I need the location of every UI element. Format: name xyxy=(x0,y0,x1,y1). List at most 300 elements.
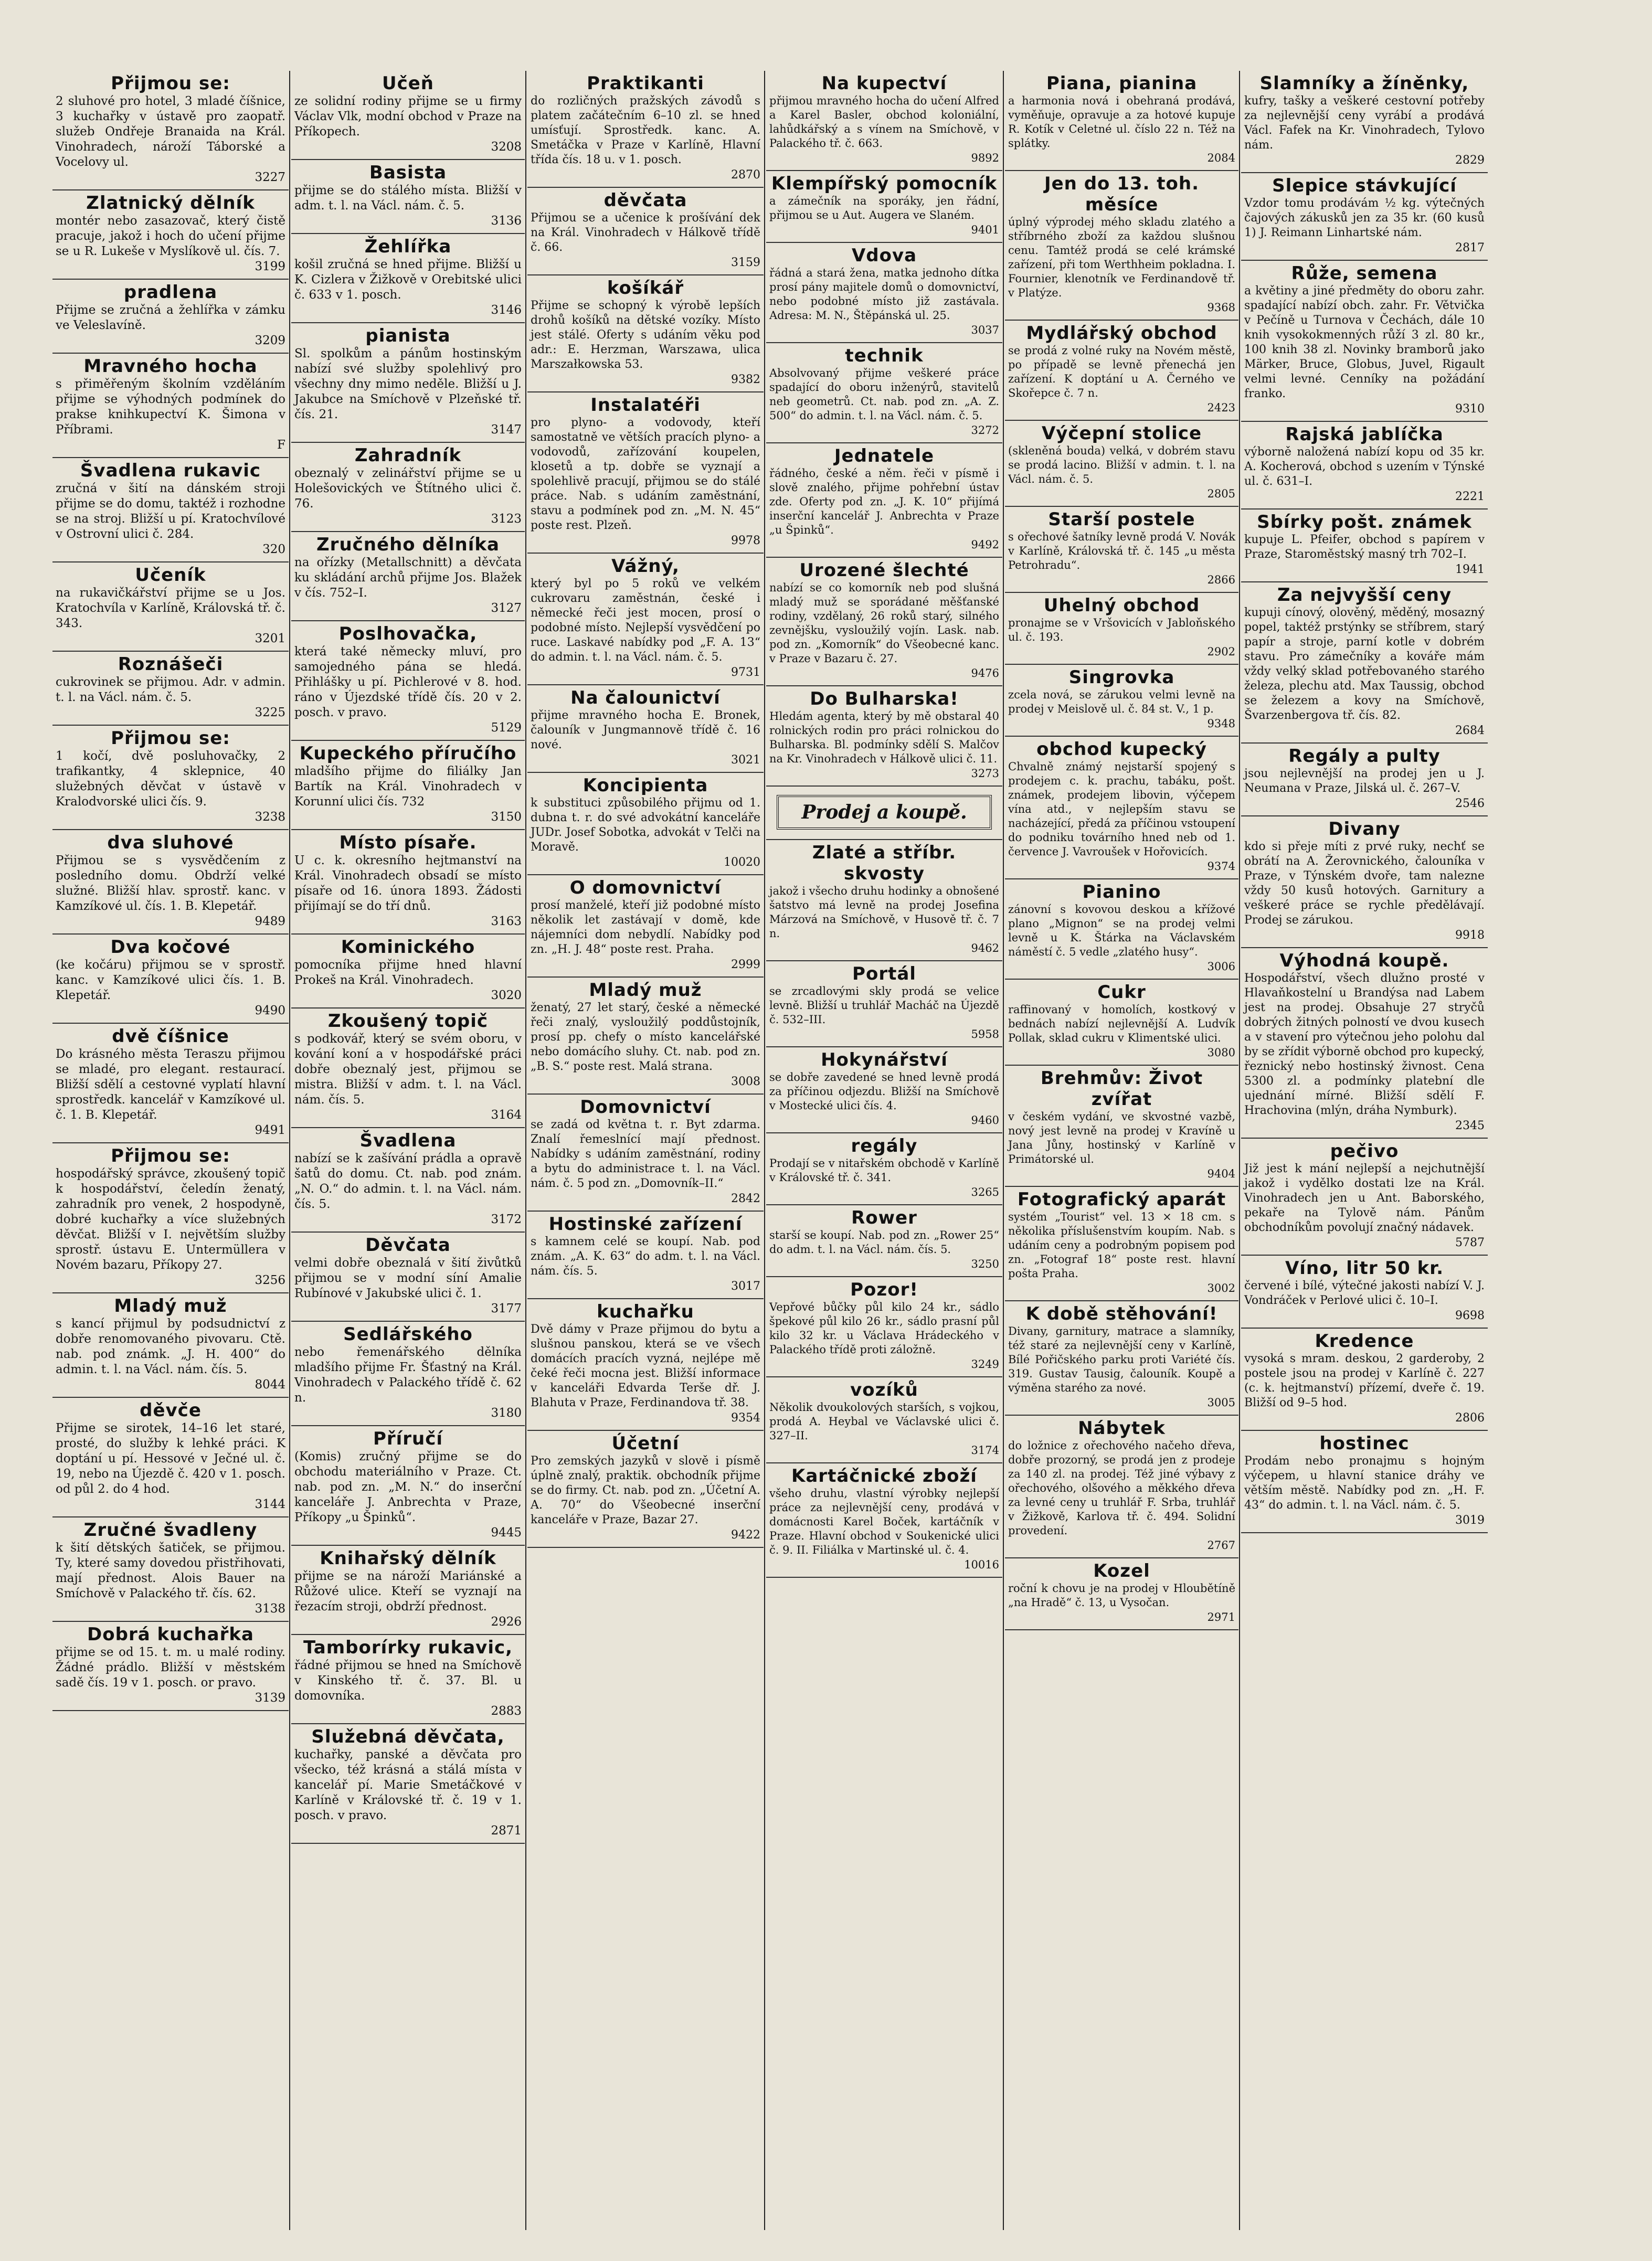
ad-text: kuchařky, panské a děvčata pro všecko, též krásná a stálá místa v kancelář pí. Marie Smetáčkové v Karlíně v Královské tř. č. 19 v 1. posch. v pravo. xyxy=(294,1748,522,1822)
ad-text: košil zručná se hned přijme. Bližší u K. Cizlera v Žižkově v Orebitské ulici č. 633 v 1. posch. xyxy=(294,258,522,302)
classified-ad xyxy=(766,686,1002,787)
column-rule xyxy=(1003,71,1004,2230)
ad-code: 3005 xyxy=(1207,1396,1235,1409)
classified-ad xyxy=(766,1205,1002,1277)
column-rule xyxy=(525,71,526,2230)
classified-ad xyxy=(527,978,764,1095)
ad-text: 2 sluhové pro hotel, 3 mladé číšnice, 3 kuchařky v ústavě pro zaopatř. služeb Ondřeje Branaida na Král. Vinohradech, nároží Táborské a Vocelovy ul. xyxy=(56,94,285,169)
ad-code: 320 xyxy=(262,543,285,556)
ad-code: 3021 xyxy=(731,753,760,767)
classified-ad xyxy=(1005,421,1238,507)
classified-ad xyxy=(291,1635,525,1724)
classified-ad xyxy=(52,562,289,652)
ad-text: pomocníka přijme hned hlavní Prokeš na Král. Vinohradech. xyxy=(294,958,522,987)
classified-ad xyxy=(291,1009,525,1128)
classified-ad xyxy=(1005,1187,1238,1301)
ad-heading: Pozor! xyxy=(850,1279,918,1300)
ad-code: 2866 xyxy=(1207,574,1235,586)
ad-code: 9698 xyxy=(1455,1309,1485,1322)
ad-text: zánovní s kovovou deskou a křížové plano „Mignon“ se na prodej velmi levně u K. Štárka na Václavském náměstí č. 5 vedle „zlatého husy“. xyxy=(1008,903,1235,958)
classified-ad xyxy=(291,1233,525,1322)
ad-heading: Kupeckého příručího xyxy=(299,743,517,764)
classified-ad xyxy=(766,1277,1002,1377)
ad-text: s kamnem celé se koupí. Nab. pod znám. „A. K. 63“ do adm. t. l. na Václ. nám. čís. 5. xyxy=(531,1235,760,1278)
ad-text: a květiny a jiné předměty do oboru zahr. spadající nabízí obch. zahr. Fr. Větvička v Pečíně u Turnova v Čechách, dále 10 knih vysokokmenných růží 3 zl. 80 kr., 100 knih 38 zl. Novinky bramborů jako Märker, Bruce, Globus, Juvel, Rigault velmi levné. Cenníky na požádání franko. xyxy=(1244,284,1485,400)
ad-text: se prodá z volné ruky na Novém městě, po případě se levně přenechá jen zařízení. K doptání u A. Černého ve Skořepce č. 7 n. xyxy=(1008,344,1235,399)
ad-text: který byl po 5 roků ve velkém cukrovaru zaměstnán, české i německé řeči jest mocen, prosí o podobné místo. Nejlepší vysvědčení po ruce. Laskavé nabídky pod „F. A. 13“ do admin. t. l. na Václ. nám. č. 5. xyxy=(531,577,760,664)
ad-heading: Sbírky pošt. známek xyxy=(1257,512,1472,533)
section-heading: Prodej a koupě. xyxy=(777,795,992,830)
classified-ad xyxy=(52,1517,289,1622)
ad-code: 2817 xyxy=(1455,241,1485,254)
ad-code: 3144 xyxy=(255,1498,285,1511)
ad-heading: hostinec xyxy=(1319,1433,1410,1454)
ad-heading: Za nejvyšší ceny xyxy=(1277,585,1452,606)
ad-heading: Basista xyxy=(369,162,447,183)
classified-ad xyxy=(1005,321,1238,421)
ad-code: 2806 xyxy=(1455,1411,1485,1425)
classified-ad xyxy=(1241,1256,1488,1329)
ad-code: 3080 xyxy=(1207,1046,1235,1059)
classified-ad xyxy=(1241,1329,1488,1431)
ad-code: 2971 xyxy=(1207,1611,1235,1623)
classified-ad xyxy=(52,1622,289,1711)
ad-heading: Učeník xyxy=(135,565,206,586)
ad-text: červené i bílé, výtečné jakosti nabízí V. J. Vondráček v Perlové ulici č. 10–I. xyxy=(1244,1279,1485,1307)
ad-code: 9354 xyxy=(731,1411,760,1425)
ad-heading: K době stěhování! xyxy=(1025,1303,1218,1324)
classified-ad xyxy=(52,1398,289,1517)
ad-heading: vozíků xyxy=(850,1379,918,1400)
ad-code: 3272 xyxy=(971,424,999,437)
ad-heading: Uhelný obchod xyxy=(1043,595,1200,616)
ad-text: Prodám nebo pronajmu s hojným výčepem, u hlavní stanice dráhy ve větším městě. Nabídky pod zn. „H. F. 43“ do admin. t. l. na Václ. nám. č. 5. xyxy=(1244,1455,1485,1512)
ad-text: Prodají se v nitařském obchodě v Karlíně v Královské tř. č. 341. xyxy=(769,1157,999,1184)
classified-ad xyxy=(766,558,1002,686)
ad-text: Přijme se zručná a žehlířka v zámku ve Veleslavíně. xyxy=(56,303,285,332)
ad-text: přijme se do stálého místa. Bližší v adm. t. l. na Václ. nám. č. 5. xyxy=(294,184,522,213)
ad-heading: Divany xyxy=(1328,819,1401,840)
column-rule xyxy=(764,71,765,2230)
ad-heading: Zručné švadleny xyxy=(83,1520,258,1541)
ad-heading: Rajská jablíčka xyxy=(1285,424,1444,445)
ad-text: Divany, garnitury, matrace a slamníky, též staré za nejlevnější ceny v Karlíně, Bílé Pořičského parku proti Variété čís. 319. Gustav Tausig, čalouník. Koupě a výměna starého za nové. xyxy=(1008,1325,1235,1394)
classified-ad xyxy=(766,1377,1002,1463)
ad-code: 3172 xyxy=(491,1213,522,1226)
ad-heading: Výhodná koupě. xyxy=(1279,950,1449,971)
ad-text: Několik dvoukolových starších, s vojkou, prodá A. Heybal ve Václavské ulici č. 327–II. xyxy=(769,1401,999,1442)
ad-heading: Do Bulharska! xyxy=(810,688,959,709)
ad-heading: Nábytek xyxy=(1078,1418,1166,1439)
ad-heading: dvě číšnice xyxy=(112,1026,229,1047)
ad-heading: Švadlena xyxy=(359,1130,457,1151)
classified-ad xyxy=(1241,71,1488,173)
ad-heading: Vdova xyxy=(851,245,917,266)
ad-text: přijme se na nároží Mariánské a Růžové ulice. Kteří se vyznají na řezacím stroji, obdrží přednost. xyxy=(294,1569,522,1614)
ad-text: kupuje L. Pfeifer, obchod s papírem v Praze, Staroměstský masný trh 702–I. xyxy=(1244,533,1485,561)
ad-code: 9490 xyxy=(255,1004,285,1017)
classified-ad xyxy=(52,280,289,354)
ad-heading: Jen do 13. toh. měsíce xyxy=(1044,173,1200,215)
ad-heading: děvčata xyxy=(603,190,687,211)
ad-code: 5958 xyxy=(971,1028,999,1041)
ad-code: 3150 xyxy=(491,810,522,824)
ad-text: se zadá od května t. r. Byt zdarma. Znalí řemeslnící mají přednost. Nabídky s udáním zaměstnání, rodiny a bytu do administrace t. l. na Václ. nám. č. 5 pod zn. „Domovník–II.“ xyxy=(531,1118,760,1190)
ad-code: F xyxy=(277,438,285,452)
ad-text: pro plyno- a vodovody, kteří samostatně ve větších pracích plyno- a vodovodů, zařízování koupelen, klosetů a tp. dobře se vyznají a spolehlivě pracují, přijmou se do stálé práce. Nab. s udáním zaměstnání, stavu a podmínek pod zn. „M. N. 45“ poste rest. Plzeň. xyxy=(531,416,760,532)
ad-heading: Výčepní stolice xyxy=(1041,423,1202,444)
classified-ad xyxy=(291,443,525,532)
ad-heading: Mravného hocha xyxy=(83,356,258,377)
classified-ad xyxy=(291,1426,525,1546)
ad-text: 1 kočí, dvě posluhovačky, 2 trafikantky, 4 sklepnice, 40 služebných děvčat v ústavě v Kralodvorské ulici čís. 9. xyxy=(56,749,285,809)
column-2 xyxy=(291,71,525,2230)
ad-heading: děvče xyxy=(140,1400,202,1421)
ad-code: 3199 xyxy=(255,260,285,273)
classified-ad xyxy=(1005,1558,1238,1630)
ad-text: nabízí se k zašívání prádla a opravě šatů do domu. Ct. nab. pod znám. „N. O.“ do admin. t. l. na Václ. nám. čís. 5. xyxy=(294,1152,522,1211)
ad-heading: Mladý muž xyxy=(114,1296,227,1317)
classified-ad xyxy=(1005,1066,1238,1187)
classified-ad xyxy=(291,323,525,443)
ad-heading: Přijmou se: xyxy=(111,728,230,749)
ad-heading: Kredence xyxy=(1315,1331,1414,1352)
classified-ad xyxy=(527,1095,764,1212)
classified-ad xyxy=(1005,171,1238,321)
ad-heading: Přijmou se: xyxy=(111,1145,230,1166)
classified-ad xyxy=(766,171,1002,243)
ad-text: v českém vydání, ve skvostné vazbě, nový jest levně na prodej v Kravíně u Jana Jůny, hostinský v Karlíně v Primátorské ul. xyxy=(1008,1110,1235,1165)
ad-text: nebo řemenářského dělníka mladšího přijme Fr. Šťastný na Král. Vinohradech v Palackého třídě č. 62 n. xyxy=(294,1345,522,1405)
classified-ad xyxy=(52,652,289,726)
ad-text: Vzdor tomu prodávám ½ kg. výtečných čajových zákusků jen za 35 kr. (60 kusů 1) J. Reimann Linhartské nám. xyxy=(1244,197,1485,239)
ad-code: 3020 xyxy=(491,989,522,1002)
ad-text: přijmou mravného hocha do učení Alfred a Karel Basler, obchod koloniální, lahůdkářský a s vínem na Smíchově, v Palackého tř. č. 663. xyxy=(769,94,999,150)
ad-code: 2546 xyxy=(1455,797,1485,810)
ad-code: 9368 xyxy=(1207,301,1235,314)
classified-ad xyxy=(291,1724,525,1844)
ad-text: roční k chovu je na prodej v Hloubětíně „na Hradě“ č. 13, u Vysočan. xyxy=(1008,1582,1235,1609)
ad-text: k substituci způsobilého přijmu od 1. dubna t. r. do své advokátní kanceláře JUDr. Josef Sobotka, advokát v Telči na Moravě. xyxy=(531,797,760,854)
classified-ad xyxy=(52,935,289,1024)
ad-code: 2684 xyxy=(1455,724,1485,737)
ad-text: prosí manželé, kteří již podobné místo několik let zastávají v domě, kde nájemníci dom nebydlí. Nabídky pod zn. „H. J. 48“ poste rest. Praha. xyxy=(531,899,760,956)
ad-heading: Děvčata xyxy=(365,1235,451,1256)
ad-heading: technik xyxy=(845,345,924,366)
classified-ad xyxy=(1005,1301,1238,1416)
ad-heading: Zahradník xyxy=(354,445,462,466)
classified-ad xyxy=(52,1024,289,1143)
ad-code: 3017 xyxy=(731,1280,760,1293)
classified-ad xyxy=(52,458,289,562)
classified-ad xyxy=(766,443,1002,558)
classified-ad xyxy=(527,773,764,875)
ad-code: 3249 xyxy=(971,1358,999,1371)
classified-ad xyxy=(1241,744,1488,816)
classified-ad xyxy=(1005,665,1238,737)
ad-code: 3006 xyxy=(1207,960,1235,973)
ad-code: 5787 xyxy=(1455,1236,1485,1249)
ad-text: mladšího přijme do filiálky Jan Bartík na Král. Vinohradech v Korunní ulici čís. 732 xyxy=(294,765,522,809)
ad-code: 2084 xyxy=(1207,152,1235,164)
ad-heading: Domovnictví xyxy=(580,1097,711,1118)
ad-code: 3008 xyxy=(731,1075,760,1088)
column-5 xyxy=(1005,71,1238,2230)
classified-ad xyxy=(766,1463,1002,1578)
ad-heading: Hostinské zařízení xyxy=(548,1214,743,1235)
ad-text: zcela nová, se zárukou velmi levně na prodej v Meislově ul. č. 84 st. V., 1 p. xyxy=(1008,688,1235,715)
ad-text: cukrovinek se přijmou. Adr. v admin. t. l. na Václ. nám. č. 5. xyxy=(56,675,285,704)
ad-text: řádného, české a něm. řeči v písmě i slově znalého, přijme pohřební ústav zde. Oferty pod zn. „J. K. 10“ přijímá inserční kancelář J. Anbrechta v Praze „u Špinků“. xyxy=(769,467,999,536)
ad-code: 1941 xyxy=(1455,563,1485,576)
ad-heading: Na čalounictví xyxy=(570,687,721,708)
ad-heading: Kominického xyxy=(341,937,475,958)
ad-heading: Na kupectví xyxy=(821,73,947,94)
classified-ad xyxy=(1005,71,1238,171)
ad-heading: Učeň xyxy=(382,73,435,94)
ad-text: (skleněná bouda) velká, v dobrém stavu se prodá lacino. Bližší v admin. t. l. na Václ. nám. č. 5. xyxy=(1008,444,1235,485)
ad-code: 2221 xyxy=(1455,490,1485,503)
classified-ad xyxy=(52,354,289,458)
ad-heading: Mydlářský obchod xyxy=(1026,323,1217,344)
ad-code: 3180 xyxy=(491,1406,522,1420)
ad-text: velmi dobře obeznalá v šití živůtků přijmou se v modní síní Amalie Rubínové v Jakubské ulici č. 1. xyxy=(294,1256,522,1300)
ad-heading: Slepice stávkující xyxy=(1272,175,1457,196)
classified-ad xyxy=(527,1299,764,1431)
ad-code: 3138 xyxy=(255,1602,285,1616)
classified-ad xyxy=(527,392,764,554)
column-6 xyxy=(1241,71,1488,2230)
ad-text: kupuji cínový, olověný, měděný, mosazný popel, taktéž prstýnky se stříbrem, starý papír a stroje, parní kotle v dobrém stavu. Pro zámečníky a kováře mám vždy velký sklad potřebovaného starého železa, plechu atd. Max Taussig, obchod se železem a kovy na Smíchově, Švarzenbergova tř. čís. 82. xyxy=(1244,606,1485,722)
ad-code: 9460 xyxy=(971,1114,999,1127)
classified-ad xyxy=(1005,593,1238,665)
ad-text: na ořízky (Metallschnitt) a děvčata ku skládání archů přijme Jos. Blažek v čís. 752–I. xyxy=(294,556,522,600)
ad-text: k šití dětských šatiček, se přijmou. Ty, které samy dovedou přistřihovati, mají přednost. Alois Bauer na Smíchově v Palackého tř. čís. 62. xyxy=(56,1541,285,1600)
classified-ad xyxy=(766,840,1002,961)
classified-ad xyxy=(1005,1416,1238,1558)
ad-heading: Klempířský pomocník xyxy=(771,173,998,194)
classified-ad xyxy=(291,935,525,1009)
ad-heading: Švadlena rukavic xyxy=(80,460,261,481)
ad-heading: Sedlářského xyxy=(343,1324,473,1345)
ad-code: 10016 xyxy=(964,1558,999,1571)
ad-text: do ložnice z ořechového načeho dřeva, dobře prozorný, se prodá jen z prodeje za 140 zl. na prodej. Též jiné výbavy z ořechového, olšového a měkkého dřeva za levné ceny u truhlář F. Srba, truhlář v Žižkově, Karlova tř. č. 494. Solidní provedení. xyxy=(1008,1439,1235,1537)
ad-heading: Brehmův: Život zvířat xyxy=(1040,1068,1203,1110)
ad-code: 3123 xyxy=(491,512,522,526)
ad-text: U c. k. okresního hejtmanství na Král. Vinohradech obsadí se místo písaře od 16. února 1893. Žádosti přijímají se do tří dnů. xyxy=(294,854,522,913)
classified-ad xyxy=(527,554,764,685)
ad-text: raffinovaný v homolích, kostkový v bednách nabízí nejlevnější A. Ludvík Pollak, sklad cukru v Klimentské ulici. xyxy=(1008,1003,1235,1044)
ad-heading: Zručného dělníka xyxy=(316,534,500,555)
classified-ad xyxy=(1241,582,1488,744)
classified-ad xyxy=(291,160,525,234)
ad-code: 9348 xyxy=(1207,717,1235,730)
classified-ad xyxy=(1241,509,1488,582)
ad-code: 3201 xyxy=(255,632,285,645)
ad-heading: Víno, litr 50 kr. xyxy=(1285,1258,1444,1279)
ad-heading: Starší postele xyxy=(1048,509,1195,530)
ad-text: vysoká s mram. deskou, 2 garderoby, 2 postele jsou na prodej v Karlíně č. 227 (c. k. hejtmanství) přízemí, dveře č. 19. Bližší od 9–5 hod. xyxy=(1244,1352,1485,1409)
ad-code: 3273 xyxy=(971,767,999,780)
classified-ad xyxy=(291,741,525,830)
ad-text: (Komis) zručný přijme se do obchodu materiálního v Praze. Ct. nab. pod zn. „M. N.“ do inserční kanceláře J. Anbrechta v Praze, Příkopy „u Špinků“. xyxy=(294,1450,522,1524)
ad-heading: obchod kupecký xyxy=(1036,739,1207,760)
ad-text: a harmonia nová i obehraná prodává, vyměňuje, opravuje a za hotové kupuje R. Kotík v Celetné ul. číslo 22 n. Též na splátky. xyxy=(1008,94,1235,150)
ad-heading: Kozel xyxy=(1093,1561,1150,1581)
ad-heading: Singrovka xyxy=(1068,667,1175,688)
classified-ad xyxy=(766,961,1002,1047)
classified-ad xyxy=(527,1212,764,1299)
ad-code: 9422 xyxy=(731,1528,760,1542)
classified-ad xyxy=(1241,173,1488,261)
ad-heading: kuchařku xyxy=(597,1301,694,1322)
ad-text: kufry, tašky a veškeré cestovní potřeby za nejlevnější ceny vyrábí a prodává Václ. Fafek na Kr. Vinohradech, Tylovo nám. xyxy=(1244,94,1485,152)
ad-heading: Zlatnický dělník xyxy=(86,193,255,214)
ad-code: 9445 xyxy=(491,1526,522,1540)
ad-code: 9404 xyxy=(1207,1167,1235,1180)
ad-heading: Účetní xyxy=(611,1433,680,1454)
ad-heading: dva sluhové xyxy=(107,832,234,853)
ad-text: (ke kočáru) přijmou se v sprostř. kanc. v Kamzíkové ulici čís. 1. B. Klepetář. xyxy=(56,958,285,1002)
ad-heading: Příručí xyxy=(373,1428,443,1449)
classified-ad xyxy=(52,71,289,190)
ad-code: 2842 xyxy=(731,1192,760,1205)
ad-heading: Vážný, xyxy=(611,556,680,577)
ad-text: s přiměřeným školním vzděláním přijme se výhodných podmínek do prakse knihkupectví K. Šimona v Příbrami. xyxy=(56,377,285,437)
ad-code: 3127 xyxy=(491,601,522,615)
ad-code: 10020 xyxy=(724,856,760,869)
ad-text: nabízí se co komorník neb pod slušná mladý muž se sporádané měšťanské rodiny, vzdělaný, 26 roků starý, silného zevnějšku, vysloužilý vojín. Lask. nab. pod zn. „Komorník“ do Všeobecné kanc. v Praze v Bazaru č. 27. xyxy=(769,581,999,665)
ad-code: 3037 xyxy=(971,324,999,336)
classified-ad xyxy=(1005,507,1238,593)
ad-code: 3164 xyxy=(491,1108,522,1122)
ad-heading: Knihařský dělník xyxy=(320,1548,496,1569)
ad-code: 9382 xyxy=(731,373,760,386)
ad-code: 2805 xyxy=(1207,487,1235,500)
classified-ad xyxy=(1005,879,1238,980)
ad-text: Vepřové bůčky půl kilo 24 kr., sádlo špekové půl kilo 26 kr., sádlo prasní půl kilo 32 kr. u Václava Hrádeckého v Palackého třídě proti záložně. xyxy=(769,1301,999,1356)
ad-heading: Hokynářství xyxy=(821,1049,948,1070)
ad-heading: Instalatéři xyxy=(590,395,701,416)
ad-code: 2345 xyxy=(1455,1119,1485,1132)
classified-ad xyxy=(527,1431,764,1548)
classified-ad xyxy=(1005,980,1238,1066)
ad-heading: Poslhovačka, xyxy=(338,623,478,644)
classified-ad xyxy=(291,532,525,621)
ad-heading: regály xyxy=(851,1135,918,1156)
ad-code: 3265 xyxy=(971,1186,999,1198)
ad-text: montér nebo zasazovač, který čistě pracuje, jakož i hoch do učení přijme se u R. Lukeše v Myslíkově ul. čís. 7. xyxy=(56,214,285,258)
ad-code: 3163 xyxy=(491,915,522,928)
classified-ad xyxy=(527,188,764,275)
ad-text: ženatý, 27 let starý, české a německé řeči znalý, vysloužilý poddůstojník, prosí pp. chefy o místo kancelářské nebo domácího sluhy. Ct. nab. pod zn. „B. S.“ poste rest. Malá strana. xyxy=(531,1001,760,1073)
ad-code: 2926 xyxy=(491,1615,522,1629)
ad-text: starší se koupí. Nab. pod zn. „Rower 25“ do adm. t. l. na Václ. nám. čís. 5. xyxy=(769,1229,999,1256)
ad-text: pronajme se v Vršovicích v Jabloňského ul. č. 193. xyxy=(1008,617,1235,643)
ad-text: kdo si přeje míti z prvé ruky, nechť se obrátí na A. Žerovnického, čalouníka v Praze, v Týnském dvoře, tam nalezne vždy 50 kusů hotových. Garnitury a veškeré práce se rychle předělávají. Prodej se zárukou. xyxy=(1244,840,1485,927)
ad-text: do rozličných pražských závodů s platem začátečním 6–10 zl. se hned umísťují. Sprostředk. kanc. A. Smetáčka v Praze v Karlíně, Hlavní třída čís. 18 u. v 1. posch. xyxy=(531,94,760,166)
classified-ad xyxy=(52,190,289,280)
classified-ad xyxy=(291,234,525,323)
ad-text: Sl. spolkům a pánům hostinským nabízí své služby spolehlivý pro všechny dny mimo neděle. Bližší u J. Jakubce na Smíchově v Plzeňské tř. čís. 21. xyxy=(294,347,522,421)
ad-heading: Praktikanti xyxy=(587,73,704,94)
ad-code: 3177 xyxy=(491,1302,522,1315)
ad-text: s kancí přijmul by podsudnictví z dobře renomovaného pivovaru. Ctě. nab. pod známk. „J. H. 400“ do admin. t. l. na Václ. nám. čís. 5. xyxy=(56,1317,285,1376)
ad-text: přijme se od 15. t. m. u malé rodiny. Žádné prádlo. Bližší v městském sadě čís. 19 v 1. posch. or pravo. xyxy=(56,1646,285,1690)
ad-heading: Kartáčnické zboží xyxy=(791,1466,977,1487)
ad-text: řádná a stará žena, matka jednoho dítka prosí pány majitele domů o domovnictví, nebo podobné místo již zastávala. Adresa: M. N., Štěpánská ul. 25. xyxy=(769,267,999,322)
ad-heading: Koncipienta xyxy=(583,775,708,796)
ad-code: 3019 xyxy=(1455,1514,1485,1527)
ad-code: 2423 xyxy=(1207,401,1235,414)
classified-ad xyxy=(1241,1139,1488,1256)
ad-text: ze solidní rodiny přijme se u firmy Václav Vlk, modní obchod v Praze na Příkopech. xyxy=(294,94,522,139)
classified-ad xyxy=(527,875,764,978)
ad-text: Přijme se schopný k výrobě lepších drohů košíků na dětské vozíky. Místo jest stálé. Oferty s udáním věku pod adr.: E. Herzman, Warszawa, ulica Marszałkowska 53. xyxy=(531,299,760,371)
ad-text: s ořechové šatníky levně prodá V. Novák v Karlíně, Královská tř. č. 145 „u města Petrohradu“. xyxy=(1008,530,1235,571)
classified-ad xyxy=(52,830,289,935)
ad-heading: Zkoušený topič xyxy=(327,1011,489,1032)
ad-heading: O domovnictví xyxy=(569,877,722,898)
ad-code: 2870 xyxy=(731,168,760,182)
ad-code: 3227 xyxy=(255,171,285,184)
ad-code: 3209 xyxy=(255,334,285,347)
ad-heading: Přijmou se: xyxy=(111,73,230,94)
ad-heading: Mladý muž xyxy=(589,980,702,1001)
ad-heading: Zlaté a stříbr. skvosty xyxy=(812,842,957,884)
ad-code: 9489 xyxy=(255,915,285,928)
ad-text: Do krásného města Teraszu přijmou se mladé, pro elegant. restaurací. Bližší sdělí a cestovné vyplatí hlavní sprostředk. kancelář v Kamzíkové ul. č. 1. B. Klepetář. xyxy=(56,1047,285,1122)
classified-ad xyxy=(527,71,764,188)
ad-text: výborně naložená nabízí kopu od 35 kr. A. Kocherová, obchod s uzením v Týnské ul. č. 631–I. xyxy=(1244,445,1485,488)
ad-text: přijme mravného hocha E. Bronek, čalouník v Jungmannově třídě č. 16 nové. xyxy=(531,709,760,751)
ad-text: Přijme se sirotek, 14–16 let staré, prosté, do služby k lehké práci. K doptání u pí. Hessové v Ječné ul. č. 19, nebo na Újezdě č. 420 v 1. posch. od půl 2. do 4 hod. xyxy=(56,1421,285,1496)
ad-code: 9492 xyxy=(971,538,999,551)
ad-code: 9918 xyxy=(1455,929,1485,942)
ad-heading: Jednatele xyxy=(834,445,935,466)
ad-text: hospodářský správce, zkoušený topič k hospodářství, čeledín ženatý, zahradník pro venek, 2 hospodyně, dobré kuchařky a více služebných děvčat. Bližší v I. největším služby sprostř. ústavu E. Untermüllera v Novém bazaru, Příkopy 27. xyxy=(56,1167,285,1272)
classified-ad xyxy=(1241,948,1488,1139)
ad-code: 9491 xyxy=(255,1123,285,1137)
ad-code: 2871 xyxy=(491,1824,522,1838)
ad-text: systém „Tourist“ vel. 13 × 18 cm. s několika příslušenstvím koupím. Nab. s udáním ceny a podrobným popisem pod zn. „Fotograf 18“ poste rest. hlavní pošta Praha. xyxy=(1008,1211,1235,1280)
classified-ad xyxy=(291,621,525,741)
ad-text: úplný výprodej mého skladu zlatého a stříbrného zboží za každou slušnou cenu. Tamtéž prodá se celé krámské zařízení, při tom Werthheim pokladna. I. Fournier, klenotník ve Ferdinandově tř. v Platýze. xyxy=(1008,216,1235,299)
ad-heading: Rower xyxy=(851,1207,917,1228)
ad-code: 3002 xyxy=(1207,1282,1235,1294)
classified-ad xyxy=(766,243,1002,343)
ad-text: Chvalně známý nejstarší spojený s prodejem c. k. prachu, tabáku, pošt. známek, prodejem libovin, výčepem vína atd., v nejlepším stavu se nacházející, předá za příčinou vstoupení do podniku továrního hned neb od 1. července J. Vavroušek v Hořovicích. xyxy=(1008,760,1235,858)
ad-heading: Růže, semena xyxy=(1291,263,1438,284)
ad-code: 3238 xyxy=(255,810,285,824)
classified-ad xyxy=(527,685,764,773)
ad-code: 3139 xyxy=(255,1691,285,1705)
classified-ad xyxy=(1241,816,1488,948)
ad-heading: Slamníky a žíněnky, xyxy=(1259,73,1469,94)
classified-ad xyxy=(1241,422,1488,509)
classified-ad xyxy=(1005,737,1238,879)
ad-heading: Fotografický aparát xyxy=(1017,1189,1226,1210)
ad-code: 9731 xyxy=(731,666,760,679)
ad-code: 3174 xyxy=(971,1444,999,1457)
ad-code: 9374 xyxy=(1207,860,1235,873)
ad-heading: Žehlířka xyxy=(364,236,452,257)
ad-text: Přijmou se a učenice k prošívání dek na Král. Vinohradech v Hálkově třídě č. 66. xyxy=(531,211,760,254)
ad-heading: Dobrá kuchařka xyxy=(87,1624,254,1645)
ad-code: 3147 xyxy=(491,423,522,437)
ad-code: 9892 xyxy=(971,152,999,164)
ad-code: 9978 xyxy=(731,534,760,547)
